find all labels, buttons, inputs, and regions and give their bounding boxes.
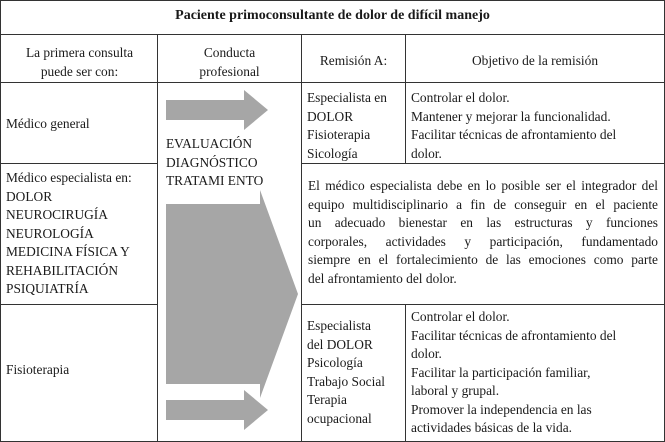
remission-physio-line6: ocupacional [307, 410, 372, 426]
header-conduct-line2: profesional [199, 63, 260, 79]
objective-physio-line5: laboral y grupal. [411, 383, 500, 398]
conduct-evaluation: EVALUACIÓN [166, 136, 253, 151]
objective-physio-line1: Controlar el dolor. [411, 309, 510, 324]
col-divider-1 [157, 34, 158, 442]
specialist-label-line7: PSIQUIATRÍA [6, 281, 89, 296]
header-first-consult [2, 44, 157, 81]
title-divider [0, 34, 665, 35]
remission-physiotherapy [307, 317, 405, 428]
remission-physio-line3: Psicología [307, 355, 363, 370]
big-arrow-right-icon [160, 188, 300, 402]
remission-physio-line2: del DOLOR [307, 336, 373, 352]
professional-conduct-text [166, 135, 300, 191]
specialist-note-line2: equipo multidisciplinario a fin de conseguir en el paciente [308, 196, 658, 212]
specialist-note-line5: siempre en el fortalecimiento de las emociones como parte [308, 252, 658, 267]
col-divider-3b [405, 304, 406, 442]
specialist-note-line4: corporales, actividades y participación, fundamentado [308, 233, 658, 249]
row-divider-c3-2 [301, 304, 665, 305]
header-conduct-line1: Conducta [203, 45, 256, 60]
remission-general-line2: DOLOR [307, 108, 354, 124]
specialist-label-line2: DOLOR [6, 188, 53, 204]
remission-physio-line4: Trabajo Social [307, 373, 385, 389]
conduct-treatment: TRATAMI ENTO [166, 173, 264, 188]
objective-physiotherapy [411, 308, 663, 438]
first-consult-specialist [6, 169, 156, 299]
objective-general-line4: dolor. [411, 145, 442, 161]
objective-physio-line2: Facilitar técnicas de afrontamiento del [411, 327, 617, 343]
specialist-note-line3: un adecuado bienestar en las estructuras y funciones [308, 215, 658, 230]
border-left [0, 0, 1, 442]
objective-physio-line3: dolor. [411, 346, 442, 361]
conduct-diagnosis: DIAGNÓSTICO [166, 154, 258, 170]
row-divider-c3-1 [301, 163, 665, 164]
remission-general-line4: Sicología [307, 145, 358, 161]
header-first-consult-line2: puede ser con: [40, 63, 119, 79]
remission-general-line3: Fisioterapia [307, 127, 371, 142]
remission-physio-line5: Terapia [307, 392, 347, 407]
objective-general [411, 89, 663, 163]
row-divider-c1-1 [0, 163, 157, 164]
header-conduct [158, 44, 301, 81]
arrow-right-bottom-icon [160, 388, 270, 432]
header-first-consult-line1: La primera consulta [25, 45, 134, 60]
remission-general-line1: Especialista en [307, 90, 387, 105]
arrow-right-icon [160, 88, 270, 132]
objective-physio-line4: Facilitar la participación familiar, [411, 364, 591, 380]
header-remission: Remisión A: [319, 53, 388, 68]
specialist-label-line1: Médico especialista en: [6, 170, 132, 185]
remission-physio-line1: Especialista [307, 318, 371, 333]
specialist-label-line4: NEUROLOGÍA [6, 225, 94, 241]
specialist-note-line1: El médico especialista debe en lo posible ser el integrador del [308, 178, 658, 193]
specialist-label-line3: NEUROCIRUGÍA [6, 207, 108, 222]
specialist-note-line6: del afrontamiento del dolor. [308, 270, 457, 286]
objective-physio-line6: Promover la independencia en las [411, 401, 592, 417]
first-consult-physiotherapy: Fisioterapia [6, 362, 70, 377]
specialist-label-line5: MEDICINA FÍSICA Y [6, 244, 130, 259]
header-objective: Objetivo de la remisión [471, 53, 599, 68]
remission-general [307, 89, 405, 163]
header-divider [0, 82, 665, 83]
col-divider-2 [301, 34, 302, 442]
specialist-label-line6: REHABILITACIÓN [6, 262, 118, 278]
objective-physio-line7: actividades básicas de la vida. [411, 420, 572, 435]
specialist-note [308, 177, 658, 288]
border-top [0, 0, 665, 1]
objective-general-line2: Mantener y mejorar la funcionalidad. [411, 108, 611, 124]
table-title: Paciente primoconsultante de dolor de difícil manejo [175, 8, 490, 23]
first-consult-general-practitioner: Médico general [6, 116, 90, 131]
objective-general-line3: Facilitar técnicas de afrontamiento del [411, 127, 617, 142]
row-divider-c1-2 [0, 304, 157, 305]
objective-general-line1: Controlar el dolor. [411, 90, 510, 105]
